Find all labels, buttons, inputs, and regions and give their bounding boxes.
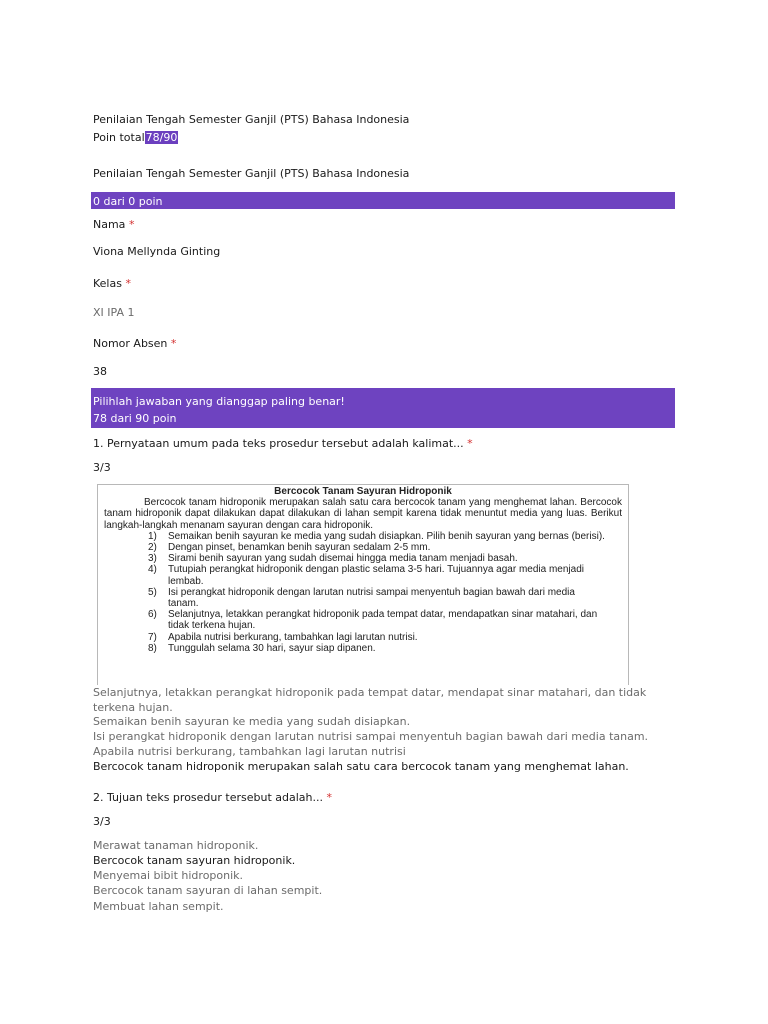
step-text: Sirami benih sayuran yang sudah disemai hingga media tanam menjadi basah. (168, 553, 518, 565)
passage-step (148, 632, 608, 643)
required-mark: * (128, 218, 135, 231)
document-title: Penilaian Tengah Semester Ganjil (PTS) Bahasa Indonesia (93, 113, 410, 126)
step-number: 7) (148, 631, 157, 643)
passage-step (148, 553, 608, 564)
step-text: Apabila nutrisi berkurang, tambahkan lagi larutan nutrisi. (168, 631, 418, 643)
absen-value: 38 (93, 365, 107, 378)
question-2 (93, 790, 332, 805)
nama-label (93, 217, 134, 232)
instruction-text: Pilihlah jawaban yang dianggap paling benar! (93, 395, 345, 408)
q1-option-1-line1: Selanjutnya, letakkan perangkat hidroponik pada tempat datar, mendapat sinar matahari, dan tidak (93, 686, 647, 699)
question-1-text: 1. Pernyataan umum pada teks prosedur tersebut adalah kalimat... (93, 437, 464, 450)
poin-total-value: 78/90 (145, 131, 178, 144)
section-score-bar (91, 192, 675, 209)
section2-score: 78 dari 90 poin (93, 412, 177, 425)
step-number: 8) (148, 642, 157, 654)
step-text: Selanjutnya, letakkan perangkat hidroponik pada tempat datar, mendapatkan sinar matahari, dan tidak terkena hujan. (168, 609, 598, 632)
passage-steps (98, 531, 628, 654)
q1-option-2[interactable]: Semaikan benih sayuran ke media yang sudah disiapkan. (93, 715, 411, 728)
required-mark: * (170, 337, 177, 350)
step-number: 4) (148, 564, 157, 576)
step-number: 3) (148, 553, 157, 565)
q1-option-1[interactable] (93, 685, 646, 715)
q1-option-4[interactable]: Apabila nutrisi berkurang, tambahkan lagi larutan nutrisi (93, 745, 406, 758)
passage-step (148, 542, 608, 553)
step-text: Tutupiah perangkat hidroponik dengan plastic selama 3-5 hari. Tujuannya agar media menjadi lembab. (168, 564, 585, 587)
absen-label (93, 336, 176, 351)
poin-total-label: Poin total (93, 131, 145, 144)
question-1-score: 3/3 (93, 461, 111, 474)
kelas-value: XI IPA 1 (93, 306, 135, 319)
passage-paragraph: Bercocok tanam hidroponik merupakan salah satu cara bercocok tanam yang menghemat lahan. Bercocok tanam hidroponik dapat dilakukan dapat dilakukan di lahan sempit karena tidak menuntut media yang luas. Berikut langkah-langkah menanam sayuran dengan cara hidroponik. (104, 497, 622, 531)
kelas-label (93, 276, 131, 291)
q2-option-2-selected[interactable]: Bercocok tanam sayuran hidroponik. (93, 854, 296, 867)
nama-value: Viona Mellynda Ginting (93, 245, 221, 258)
passage-step (148, 564, 608, 586)
q1-option-5-selected[interactable]: Bercocok tanam hidroponik merupakan salah satu cara bercocok tanam yang menghemat lahan. (93, 760, 629, 773)
question-1 (93, 436, 473, 451)
step-text: Isi perangkat hidroponik dengan larutan nutrisi sampai menyentuh bagian bawah dari media tanam. (168, 586, 575, 610)
step-text: Semaikan benih sayuran ke media yang sudah disiapkan. Pilih benih sayuran yang bernas (berisi). (168, 530, 605, 542)
instruction-bar (91, 388, 675, 428)
nama-label-text: Nama (93, 218, 126, 231)
question-2-score: 3/3 (93, 815, 111, 828)
passage-step (148, 643, 608, 654)
q2-option-1[interactable]: Merawat tanaman hidroponik. (93, 839, 259, 852)
required-mark: * (125, 277, 131, 290)
step-text: Dengan pinset, benamkan benih sayuran sedalam 2-5 mm. (168, 542, 431, 554)
step-number: 1) (148, 530, 157, 542)
q2-option-5[interactable]: Membuat lahan sempit. (93, 900, 224, 913)
step-text: Tunggulah selama 30 hari, sayur siap dipanen. (168, 642, 376, 654)
passage-step (148, 587, 608, 609)
form-title: Penilaian Tengah Semester Ganjil (PTS) Bahasa Indonesia (93, 167, 410, 180)
q1-option-3[interactable]: Isi perangkat hidroponik dengan larutan nutrisi sampai menyentuh bagian bawah dari media tanam. (93, 730, 649, 743)
section-score: 0 dari 0 poin (93, 195, 163, 208)
q2-option-4[interactable]: Bercocok tanam sayuran di lahan sempit. (93, 884, 323, 897)
required-mark: * (467, 437, 473, 450)
passage-step (148, 531, 608, 542)
required-mark: * (326, 791, 332, 804)
step-number: 6) (148, 609, 157, 621)
step-number: 5) (148, 586, 157, 598)
absen-label-text: Nomor Absen (93, 337, 168, 350)
passage-title: Bercocok Tanam Sayuran Hidroponik (274, 486, 452, 497)
kelas-label-text: Kelas (93, 277, 122, 290)
question-2-text: 2. Tujuan teks prosedur tersebut adalah... (93, 791, 323, 804)
poin-total (93, 130, 178, 145)
q1-option-1-line2: terkena hujan. (93, 701, 173, 714)
procedure-text-image (97, 484, 629, 685)
step-number: 2) (148, 542, 157, 554)
q2-option-3[interactable]: Menyemai bibit hidroponik. (93, 869, 244, 882)
passage-step (148, 609, 608, 631)
